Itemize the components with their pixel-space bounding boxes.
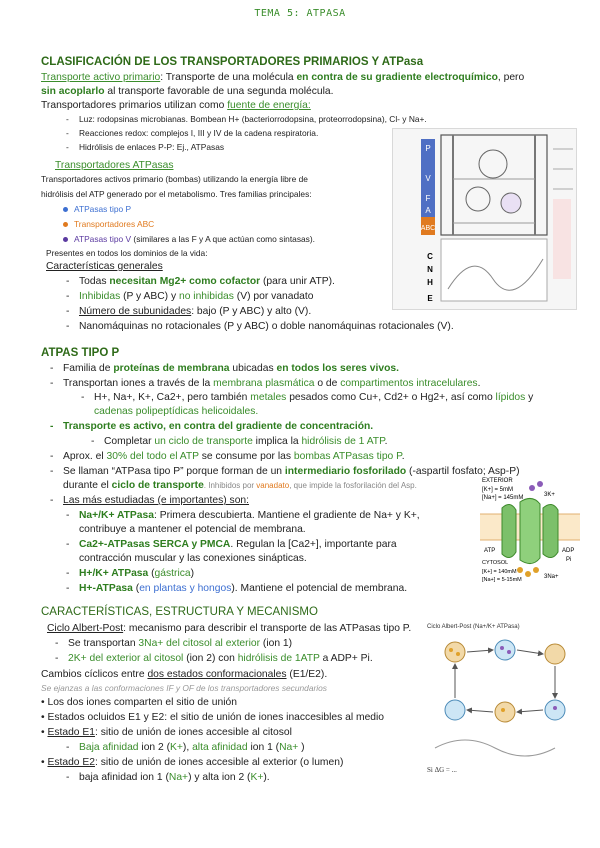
s2-line-1: Familia de proteínas de membrana ubicadas en todos los seres vivos. bbox=[63, 363, 399, 374]
section-3-title: CARACTERÍSTICAS, ESTRUCTURA Y MECANISMO bbox=[41, 606, 318, 618]
s2-line-2: Transportan iones a través de la membrana plasmática o de compartimentos intracelulares. bbox=[63, 378, 481, 389]
label-n: N bbox=[427, 265, 433, 274]
s3-line-10: • Estado E2: sitio de unión de iones accesible al exterior (o lumen) bbox=[41, 757, 344, 768]
s3-line-7: • Estados ocluidos E1 y E2: el sitio de unión de iones inaccesibles al medio bbox=[41, 712, 385, 723]
section-2-title: ATPAS TIPO P bbox=[41, 347, 120, 359]
pump-h-k: H+/K+ ATPasa (gástrica) bbox=[79, 568, 195, 579]
s1-bullet-3: Hidrólisis de enlaces P-P: Ej., ATPasas bbox=[79, 142, 225, 152]
s1-line-2: sin acoplarlo al transporte favorable de una segunda molécula. bbox=[41, 86, 334, 97]
pump-na-k-2: contribuye a mantener el potencial de membrana. bbox=[79, 524, 306, 535]
s1-line-1: Transporte activo primario: Transporte de una molécula en contra de su gradiente electroquímico, pero bbox=[41, 72, 525, 83]
s3-line-6: • Los dos iones comparten el sitio de unión bbox=[41, 697, 237, 708]
s2-line-6: Completar un ciclo de transporte implica la hidrólisis de 1 ATP. bbox=[104, 436, 388, 447]
s1-line-3: Transportadores primarios utilizan como fuente de energía: bbox=[41, 100, 311, 111]
figure-na-k-pump bbox=[480, 474, 580, 586]
s2-line-5: Transporte es activo, en contra del gradiente de concentración. bbox=[63, 421, 374, 432]
figure-albert-post-cycle bbox=[425, 620, 585, 780]
s1-subheading: Transportadores ATPasas bbox=[55, 160, 174, 171]
s3-line-11: baja afinidad ion 1 (Na+) y alta ion 2 (K+). bbox=[79, 772, 270, 783]
label-p: P bbox=[425, 144, 431, 153]
s3-line-5: Se ejanzas a las conformaciones IF y OF de los transportadores secundarios bbox=[41, 683, 327, 693]
label-na-in: [Na+] = 5-15mM bbox=[482, 577, 522, 583]
label-adp: ADP bbox=[562, 548, 575, 554]
bullet-dot-icon bbox=[63, 237, 68, 242]
bullet-dot-icon bbox=[63, 207, 68, 212]
s3-line-9: Baja afinidad ion 2 (K+), alta afinidad ion 1 (Na+ ) bbox=[79, 742, 305, 753]
label-cytosol: CYTOSOL bbox=[482, 560, 509, 566]
page-title: TEMA 5: ATPASA bbox=[254, 8, 346, 19]
s2-line-4: cadenas polipeptídicas helicoidales. bbox=[94, 406, 259, 417]
family-item-p: ATPasas tipo P bbox=[63, 203, 131, 216]
s1-char-4: Nanomáquinas no rotacionales (P y ABC) o doble nanomáquinas rotacionales (V). bbox=[79, 321, 454, 332]
s1-general-heading: Características generales bbox=[46, 261, 163, 272]
cycle-title: Ciclo Albert-Post (Na+/K+ ATPasa) bbox=[427, 624, 520, 630]
pump-ca-2: contracción muscular y las conexiones sinápticas. bbox=[79, 553, 307, 564]
label-e: E bbox=[427, 294, 433, 303]
s1-para-1: Transportadores activos primario (bombas) utilizando la energía libre de bbox=[41, 174, 308, 184]
bullet-icon: • bbox=[41, 712, 48, 723]
bullet-icon: • bbox=[41, 697, 48, 708]
label-f: F bbox=[425, 194, 431, 203]
s3-line-1: Ciclo Albert-Post: mecanismo para describir el transporte de las ATPasas tipo P. bbox=[47, 623, 412, 634]
label-exterior: EXTERIOR bbox=[482, 478, 513, 484]
bullet-dot-icon bbox=[63, 222, 68, 227]
label-atp: ATP bbox=[484, 548, 496, 554]
s2-line-9: durante el ciclo de transporte. Inhibidos por vanadato, que impide la fosforilación del Asp. bbox=[63, 480, 417, 491]
s1-bullet-2: Reacciones redox: complejos I, III y IV de la cadena respiratoria. bbox=[79, 128, 319, 138]
pump-na-k: Na+/K+ ATPasa: Primera descubierta. Mantiene el gradiente de Na+ y K+, bbox=[79, 510, 420, 521]
s1-char-1: Todas necesitan Mg2+ como cofactor (para unir ATP). bbox=[79, 276, 335, 287]
label-c: C bbox=[427, 252, 433, 261]
s2-line-10: Las más estudiadas (e importantes) son: bbox=[63, 495, 250, 506]
s3-line-8: • Estado E1: sitio de unión de iones accesible al citosol bbox=[41, 727, 292, 738]
bullet-icon: • bbox=[41, 757, 48, 768]
family-item-abc: Transportadores ABC bbox=[63, 218, 154, 231]
label-pi: Pi bbox=[566, 557, 572, 563]
figure-transporter-families bbox=[392, 128, 577, 310]
s2-line-3: H+, Na+, K+, Ca2+, pero también metales pesados como Cu+, Cd2+ o Hg2+, así como lípidos y bbox=[94, 392, 534, 403]
family-item-v: ATPasas tipo V (similares a las F y A que actúan como sintasas). bbox=[63, 233, 315, 246]
s2-line-7: Aprox. el 30% del todo el ATP se consume por las bombas ATPasas tipo P. bbox=[63, 451, 405, 462]
label-na-ext: [Na+] = 145mM bbox=[482, 495, 524, 501]
s2-line-8: Se llaman “ATPasa tipo P” porque forman de un intermediario fosforilado (-aspartil fosfato; Asp-P) bbox=[63, 466, 520, 477]
s1-char-2: Inhibidas (P y ABC) y no inhibidas (V) por vanadato bbox=[79, 291, 314, 302]
label-k-in: [K+] = 140mM bbox=[482, 569, 517, 575]
label-h: H bbox=[427, 278, 433, 287]
section-1-title: CLASIFICACIÓN DE LOS TRANSPORTADORES PRIMARIOS Y ATPasa bbox=[41, 56, 424, 68]
s1-para-2: hidrólisis del ATP generado por el metabolismo. Tres familias principales: bbox=[41, 189, 312, 199]
s3-line-3: 2K+ del exterior al citosol (ion 2) con hidrólisis de 1ATP a ADP+ Pi. bbox=[68, 653, 373, 664]
s3-line-4: Cambios cíclicos entre dos estados conformacionales (E1/E2). bbox=[41, 669, 328, 680]
label-abc: ABC bbox=[420, 225, 436, 232]
s1-term: Transporte activo primario bbox=[41, 72, 161, 83]
cycle-formula: Si ΔG = ... bbox=[427, 766, 457, 774]
s3-line-2: Se transportan 3Na+ del citosol al exterior (ion 1) bbox=[68, 638, 293, 649]
s1-char-3: Número de subunidades: bajo (P y ABC) y alto (V). bbox=[79, 306, 312, 317]
transporter-families-diagram bbox=[393, 129, 576, 309]
s1-bullet-1: Luz: rodopsinas microbianas. Bombean H+ (bacteriorrodopsina, proteorrodopsina), Cl- y Na+. bbox=[79, 114, 427, 124]
pump-ca: Ca2+-ATPasas SERCA y PMCA. Regulan la [Ca2+], importante para bbox=[79, 539, 397, 550]
label-a: A bbox=[425, 206, 431, 215]
s1-para-3: Presentes en todos los dominios de la vida: bbox=[46, 248, 208, 258]
pump-h: H+-ATPasa (en plantas y hongos). Mantiene el potencial de membrana. bbox=[79, 583, 408, 594]
bullet-icon: • bbox=[41, 727, 48, 738]
label-k-ext: [K+] = 5mM bbox=[482, 487, 514, 493]
label-v: V bbox=[425, 174, 431, 183]
label-3k: 3K+ bbox=[544, 492, 555, 498]
label-3na: 3Na+ bbox=[544, 574, 559, 580]
